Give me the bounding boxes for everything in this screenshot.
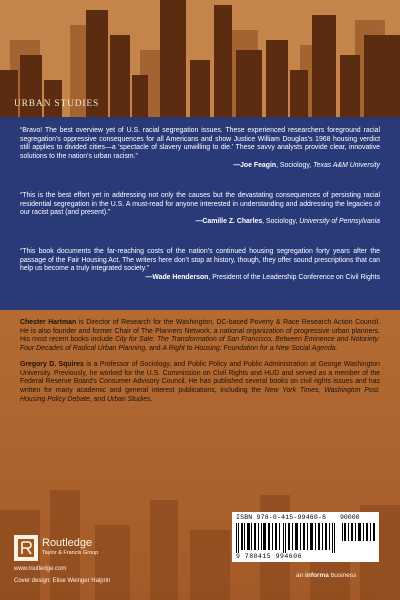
bio-text: is a Professor of Sociology, and Public Policy and Public Administration at George Washington University. Previously, he worked for the U.S. Commission on Civil Rights and HUD and served as a member of the Federal Reserve Board’s Consumer Advisory Council. He has published several books on civil rights issues and has written for many academic and general interest publications, including the <box>20 360 380 394</box>
bio-conjunction: and <box>147 345 163 353</box>
endorser-name: —Joe Feagin <box>233 161 277 169</box>
isbn-barcode <box>232 512 379 562</box>
publication-title: Urban Studies. <box>106 395 153 403</box>
cover-design-credit: Cover design: Elise Weinger Halprin <box>14 578 111 584</box>
endorser-affiliation: , Sociology, <box>262 218 300 226</box>
series-label: URBAN STUDIES <box>14 99 100 109</box>
publisher-name: Routledge <box>42 537 93 549</box>
routledge-logo-icon <box>14 535 38 561</box>
endorsement-attribution <box>20 274 380 283</box>
endorsement <box>20 192 380 227</box>
endorser-institution: Texas A&M University <box>313 161 380 169</box>
endorsement-attribution <box>20 162 380 171</box>
publisher-logo <box>14 535 134 565</box>
ean-number: 9 780415 994606 <box>236 553 303 560</box>
endorsement <box>20 127 380 171</box>
endorsement-text: “This book documents the far-reaching costs of the nation’s continued housing segregation forty years after the passage of the Fair Housing Act. The writers here don’t stop at history, though, they offer sound prescriptions that can help us become a truly integrated society.” <box>20 248 380 273</box>
author-name: Chester Hartman <box>20 319 77 326</box>
book-titles: City for Sale: The Transformation of San Francisco, Between Eminence and Notoriety: Four Decades of Radical Urban Planning, <box>20 336 380 353</box>
author-name: Gregory D. Squires <box>20 360 84 368</box>
bio-conjunction: and <box>91 395 107 403</box>
barcode-bars <box>236 523 336 553</box>
book-title: A Right to Housing: Foundation for a New Social Agenda. <box>162 345 338 353</box>
informa-prefix: an <box>296 572 306 579</box>
informa-brand: informa <box>305 572 329 579</box>
endorser-affiliation: , President of the Leadership Conference on Civil Rights <box>208 274 380 282</box>
endorsement-attribution <box>20 218 380 227</box>
endorsement-text: “Bravo! The best overview yet of U.S. racial segregation issues. These experienced researchers foreground racial segregation’s oppressive consequences for all Americans and show Justice William Douglas’s 1968 housing verdict still applies to divided cities—a ‘spectacle of slavery unwilling to die.’ These savvy analysts provide clear, innovative solutions to the nation’s urban racism.” <box>20 127 380 161</box>
endorsement <box>20 248 380 283</box>
informa-business-label <box>296 572 356 579</box>
isbn-text: ISBN 978-0-415-99460-6 <box>236 514 327 521</box>
price-code: 90000 <box>340 514 360 521</box>
endorser-name: —Wade Henderson <box>145 274 209 282</box>
price-barcode-bars <box>342 523 376 541</box>
bio-text: is Director of Research for the Washington, DC-based Poverty & Race Research Action Council. He is also founder and former Chair of The Planners Network, a national organization of progressive urban planners. His most recent books include <box>20 319 380 344</box>
publisher-group: Taylor & Francis Group <box>42 550 99 556</box>
author-bio <box>20 319 380 354</box>
endorsements-panel <box>0 117 400 310</box>
publisher-url: www.routledge.com <box>14 566 67 572</box>
informa-suffix: business <box>328 572 357 579</box>
endorsement-text: “This is the best effort yet in addressing not only the causes but the devastating consequences of persisting racial residential segregation in the U.S. A must-read for anyone interested in understanding and addressing the legacies of our racist past (and present).” <box>20 192 380 217</box>
endorser-institution: University of Pennsylvania <box>299 218 380 226</box>
publication-titles: New York Times, Washington Post, Housing Policy Debate, <box>20 386 380 403</box>
endorser-name: —Camille Z. Charles <box>195 218 263 226</box>
author-bios <box>20 319 380 411</box>
author-bio <box>20 361 380 405</box>
endorser-affiliation: , Sociology, <box>276 161 314 169</box>
